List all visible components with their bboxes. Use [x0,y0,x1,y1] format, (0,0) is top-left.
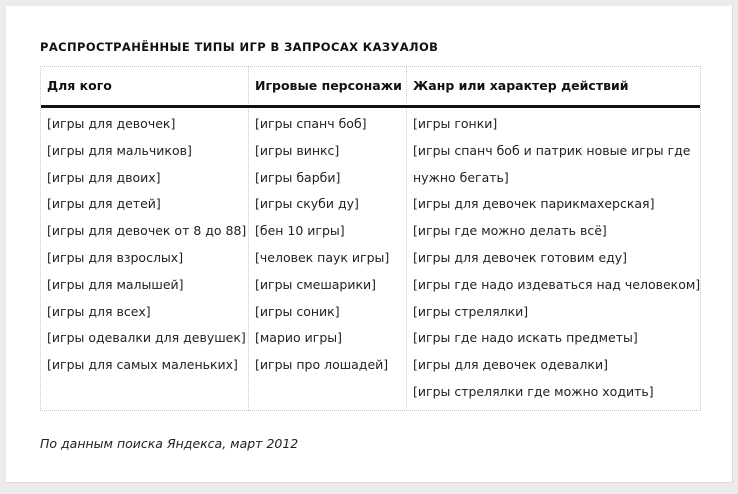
table-cell: [игры для малышей] [47,276,184,292]
table-cell: [человек паук игры] [255,249,390,265]
table-cell: [марио игры] [255,330,343,346]
table-cell: [игры барби] [255,169,341,185]
column-header: Жанр или характер действий [413,78,629,93]
table-cell: [игры где можно делать всё] [413,223,607,239]
article-card [6,6,733,483]
table-cell: [игры для детей] [47,196,161,212]
table-cell: [игры одевалки для девушек] [47,330,246,346]
table-cell: [игры смешарики] [255,276,377,292]
table-cell: [игры где надо искать предметы] [413,330,638,346]
column-header: Для кого [47,78,112,93]
table-cell: [игры спанч боб и патрик новые игры где [413,142,691,158]
table-cell: [игры для девочек] [47,116,176,131]
table-cell: [игры для девочек одевалки] [413,357,608,373]
header-divider [41,105,700,108]
table-cell: [игры для девочек готовим еду] [413,249,628,265]
table-cell: [бен 10 игры] [255,223,345,239]
column-cells [407,105,700,406]
table-cell: [игры гонки] [413,116,498,131]
table-cell: [игры для самых маленьких] [47,357,238,373]
table-cell: [игры соник] [255,303,340,319]
table-cell: [игры скуби ду] [255,196,359,212]
table-cell: нужно бегать] [413,169,509,185]
queries-table [40,66,701,411]
table-cell: [игры для двоих] [47,169,161,185]
table-cell: [игры для мальчиков] [47,142,192,158]
table-cell: [игры стрелялки где можно ходить] [413,383,654,399]
column-cells [249,105,406,379]
table-cell: [игры стрелялки] [413,303,529,319]
table-cell: [игры где надо издеваться над человеком] [413,276,701,292]
source-note: По данным поиска Яндекса, март 2012 [40,436,299,451]
column-genre [407,67,700,410]
table-cell: [игры спанч боб] [255,116,367,131]
table-cell: [игры для всех] [47,303,151,319]
table-cell: [игры про лошадей] [255,357,389,373]
column-for-whom [41,67,249,410]
table-cell: [игры для взрослых] [47,249,184,265]
column-cells [41,105,248,379]
table-title: РАСПРОСТРАНЁННЫЕ ТИПЫ ИГР В ЗАПРОСАХ КАЗУАЛОВ [40,40,439,54]
column-characters [249,67,407,410]
table-cell: [игры для девочек парикмахерская] [413,196,655,212]
table-cell: [игры винкс] [255,142,340,158]
column-header: Игровые персонажи [255,78,402,93]
table-cell: [игры для девочек от 8 до 88] [47,223,247,239]
